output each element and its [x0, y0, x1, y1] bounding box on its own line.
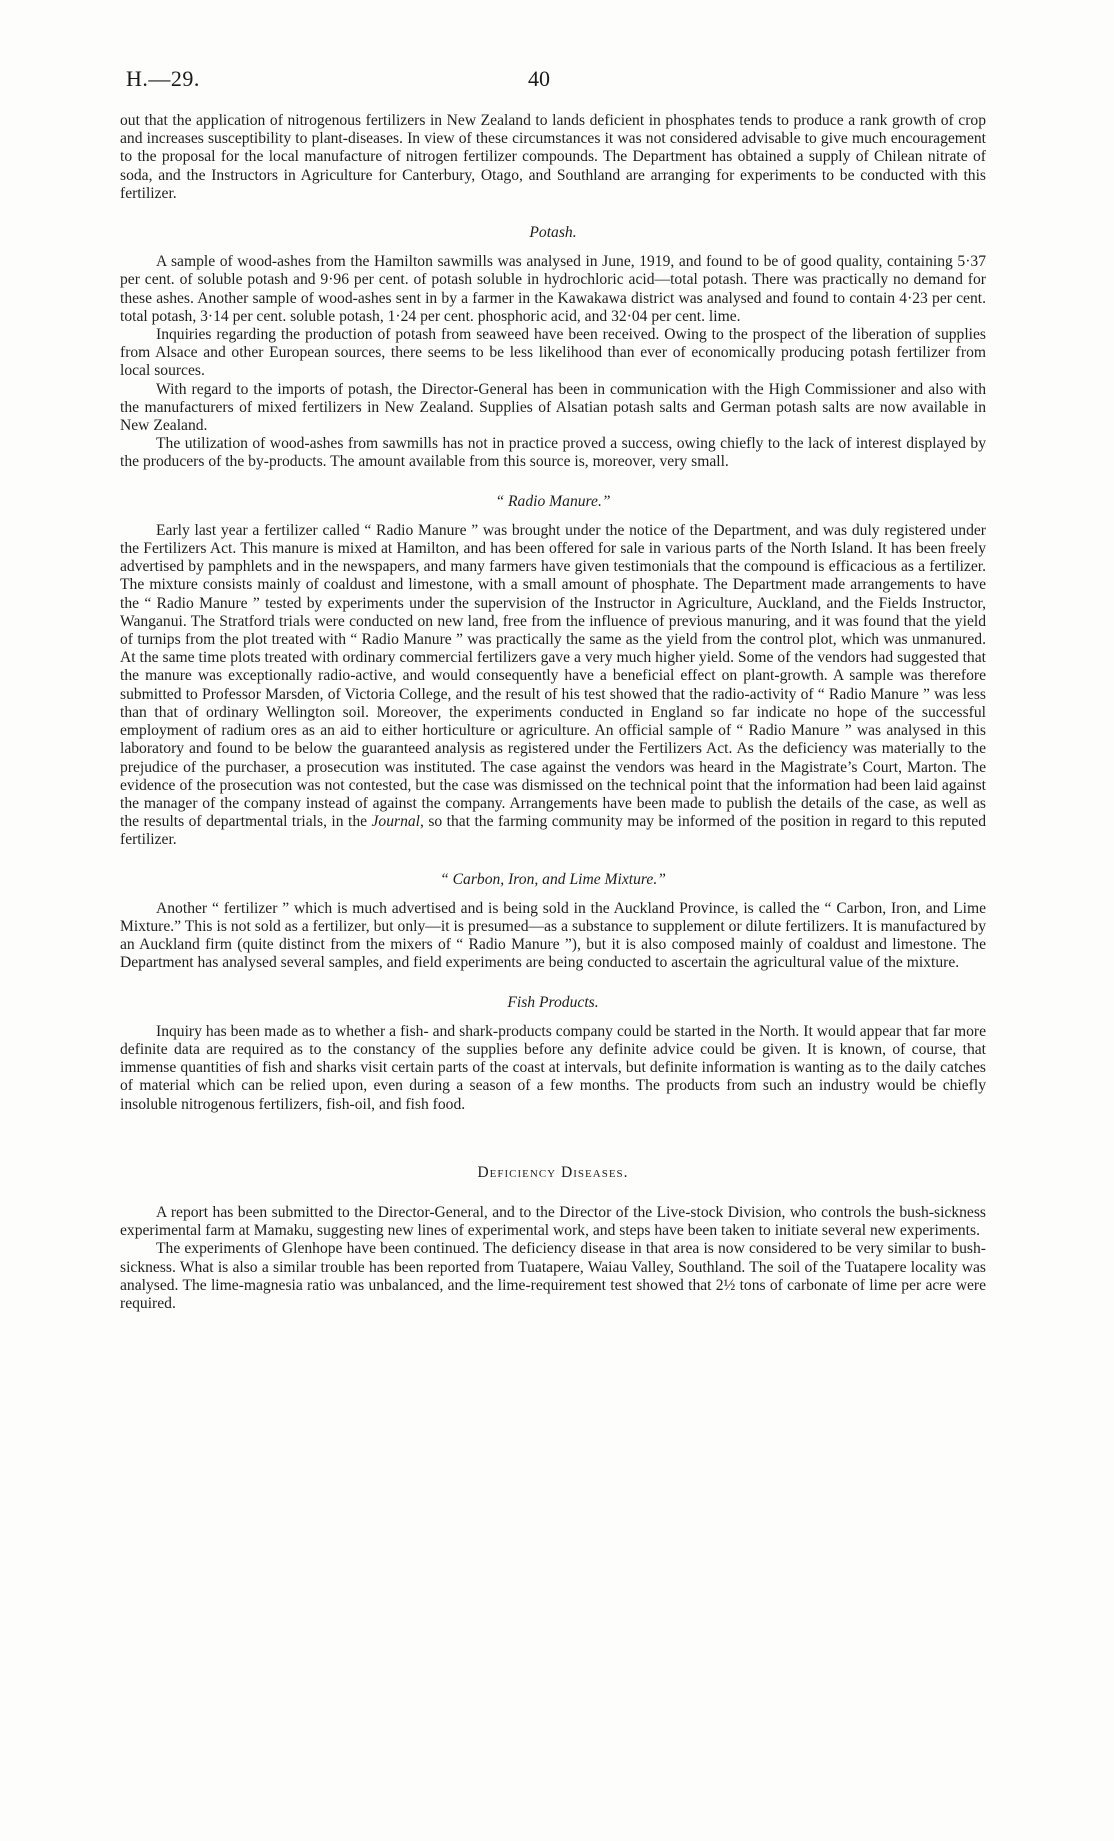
section-heading-radio-manure: “ Radio Manure.”	[495, 492, 611, 510]
potash-paragraph-2: Inquiries regarding the production of potash from seaweed have been received. Owing to the prospect of the liberation of supplies from Alsace and other European sources, there seems to be less likelihood than ever of economically producing potash fertilizer from local sources.	[120, 326, 986, 380]
section-heading-potash: Potash.	[529, 224, 577, 242]
section-heading-deficiency-diseases: Deficiency Diseases.	[477, 1163, 629, 1181]
radio-text-part-2: , so that the farming community may be informed of the position in regard to this reputed fertilizer.	[120, 813, 986, 849]
section-heading-fish-products: Fish Products.	[507, 993, 599, 1011]
potash-paragraph-4: The utilization of wood-ashes from sawmills has not in practice proved a success, owing chiefly to the lack of interest displayed by the producers of the by-products. The amount available from this source is, moreover, very small.	[120, 435, 986, 471]
carbon-paragraph: Another “ fertilizer ” which is much advertised and is being sold in the Auckland Province, is called the “ Carbon, Iron, and Lime Mixture.” This is not sold as a fertilizer, but only—it is presumed—as a substance to supplement or dilute fertilizers. It is manufactured by an Auckland firm (quite distinct from the mixers of “ Radio Manure ”), but it is also composed mainly of coaldust and limestone. The Department has analysed several samples, and field experiments are being conducted to ascertain the agricultural value of the mixture.	[120, 899, 986, 972]
page-number: 40	[528, 66, 550, 91]
fish-paragraph: Inquiry has been made as to whether a fish- and shark-products company could be started in the North. It would appear that far more definite data are required as to the constancy of the supplies before any definite advice could be given. It is known, of course, that immense quantities of fish and sharks visit certain parts of the coast at intervals, but definite information is wanting as to the daily catches of material which can be relied upon, even during a season of a few months. The products from such an industry would be chiefly insoluble nitrogenous fertilizers, fish-oil, and fish food.	[120, 1022, 986, 1113]
intro-paragraph: out that the application of nitrogenous fertilizers in New Zealand to lands deficient in phosphates tends to produce a rank growth of crop and increases susceptibility to plant-diseases. In view of these circumstances it was not considered advisable to give much encouragement to the proposal for the local manufacture of nitrogen fertilizer compounds. The Department has obtained a supply of Chilean nitrate of soda, and the Instructors in Agriculture for Canterbury, Otago, and Southland are arranging for experiments to be conducted with this fertilizer.	[120, 112, 986, 202]
potash-paragraph-3: With regard to the imports of potash, the Director-General has been in communication with the High Commissioner and also with the manufacturers of mixed fertilizers in New Zealand. Supplies of Alsatian potash salts and German potash salts are now available in New Zealand.	[120, 380, 986, 435]
journal-title: Journal	[371, 813, 420, 831]
radio-text-part-1: Early last year a fertilizer called “ Radio Manure ” was brought under the notice of the Department, and was duly registered under the Fertilizers Act. This manure is mixed at Hamilton, and has been offered for sale in various parts of the North Island. It has been freely advertised by pamphlets and in the newspapers, and many farmers have given testimonials that the compound is efficacious as a fertilizer. The mixture consists mainly of coaldust and limestone, with a small amount of phosphate. The Department made arrangements to have the “ Radio Manure ” tested by experiments under the supervision of the Instructor in Agriculture, Auckland, and the Fields Instructor, Wanganui. The Stratford trials were conducted on new land, free from the influence of previous manuring, and it was found that the yield of turnips from the plot treated with “ Radio Manure ” was practically the same as the yield from the control plot, which was unmanured. At the same time plots treated with ordinary commercial fertilizers gave a very much higher yield. Some of the vendors had suggested that the manure was exceptionally radio-active, and would consequently have a beneficial effect on plant-growth. A sample was therefore submitted to Professor Marsden, of Victoria College, and the result of his test showed that the radio-activity of “ Radio Manure ” was less than that of ordinary Wellington soil. Moreover, the experiments conducted in England so far indicate no hope of the successful employment of radium ores as an aid to either horticulture or agriculture. An official sample of “ Radio Manure ” was analysed in this laboratory and found to be below the guaranteed analysis as registered under the Fertilizers Act. As the deficiency was materially to the prejudice of the purchaser, a prosecution was instituted. The case against the vendors was heard in the Magistrate’s Court, Marton. The evidence of the prosecution was not contested, but the case was dismissed on the technical point that the information had been laid against the manager of the company instead of against the company. Arrangements have been made to publish the details of the case, as well as the results of departmental trials, in the	[120, 521, 986, 831]
potash-paragraph-1: A sample of wood-ashes from the Hamilton sawmills was analysed in June, 1919, and found to be of good quality, containing 5·37 per cent. of soluble potash and 9·96 per cent. of potash soluble in hydrochloric acid—total potash. There was practically no demand for these ashes. Another sample of wood-ashes sent in by a farmer in the Kawakawa district was analysed and found to contain 4·23 per cent. total potash, 3·14 per cent. soluble potash, 1·24 per cent. phosphoric acid, and 32·04 per cent. lime.	[120, 253, 986, 325]
report-reference: H.—29.	[126, 66, 200, 91]
deficiency-paragraph-1: A report has been submitted to the Director-General, and to the Director of the Live-stock Division, who controls the bush-sickness experimental farm at Mamaku, suggesting new lines of experimental work, and steps have been taken to initiate several new experiments.	[120, 1203, 986, 1240]
radio-manure-paragraph	[120, 522, 986, 850]
deficiency-paragraph-2: The experiments of Glenhope have been continued. The deficiency disease in that area is now considered to be very similar to bush-sickness. What is also a similar trouble has been reported from Tuatapere, Waiau Valley, Southland. The soil of the Tuatapere locality was analysed. The lime-magnesia ratio was unbalanced, and the lime-requirement test showed that 2½ tons of carbonate of lime per acre were required.	[120, 1240, 986, 1312]
document-body	[120, 112, 986, 1313]
section-heading-carbon-iron-lime: “ Carbon, Iron, and Lime Mixture.”	[440, 870, 666, 888]
